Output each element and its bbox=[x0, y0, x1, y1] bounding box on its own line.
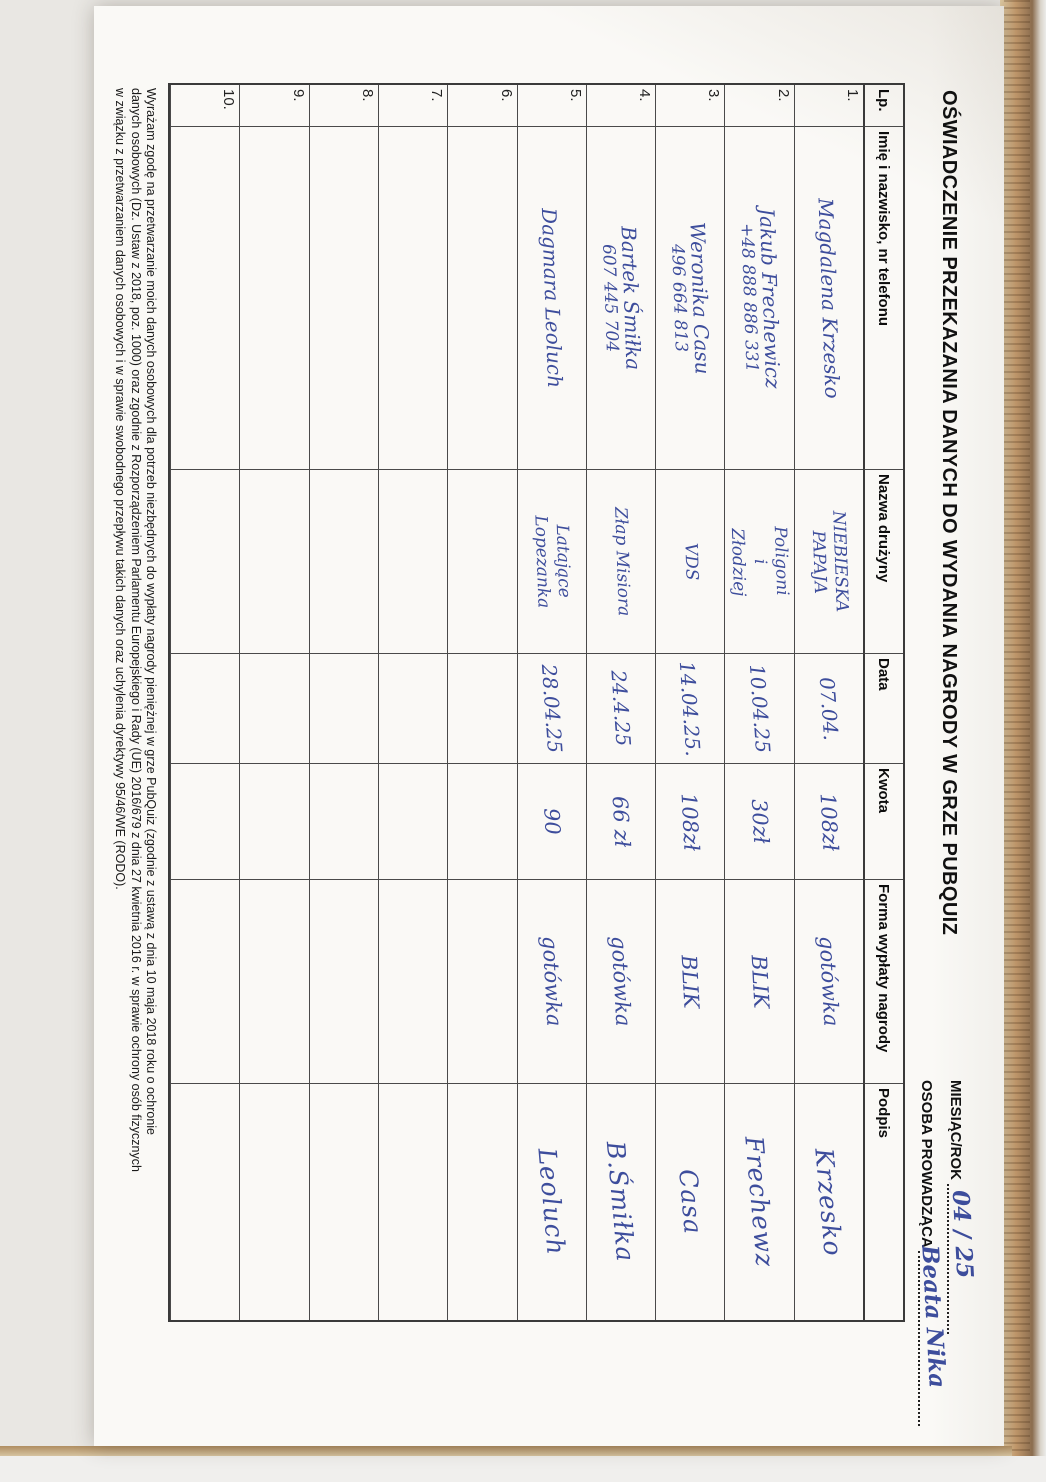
team-cell bbox=[378, 470, 447, 654]
signature-cell bbox=[309, 1084, 378, 1320]
amount-cell bbox=[378, 764, 447, 880]
name-phone-cell bbox=[655, 127, 724, 470]
team-cell bbox=[447, 470, 516, 654]
handwritten-payment-form: gotówka bbox=[814, 935, 844, 1028]
rodo-disclaimer bbox=[112, 88, 158, 1440]
row-number: 7. bbox=[378, 85, 447, 127]
row-number: 4. bbox=[586, 85, 655, 127]
row-number: 9. bbox=[239, 85, 308, 127]
team-cell bbox=[586, 470, 655, 654]
name-phone-cell bbox=[170, 127, 239, 470]
col-header-team: Nazwa drużyny bbox=[863, 470, 903, 654]
month-year-label: MIESIĄC/ROK bbox=[947, 1080, 964, 1181]
date-cell bbox=[586, 654, 655, 764]
handwritten-date: 14.04.25. bbox=[674, 660, 706, 757]
handwritten-date: 28.04.25 bbox=[536, 663, 567, 754]
signature-cell bbox=[170, 1084, 239, 1320]
signature-cell bbox=[724, 1084, 793, 1320]
amount-cell bbox=[517, 764, 586, 880]
name-phone-cell bbox=[309, 127, 378, 470]
signature-cell bbox=[586, 1084, 655, 1320]
row-number: 2. bbox=[724, 85, 793, 127]
name-phone-cell bbox=[586, 127, 655, 470]
row-number: 1. bbox=[794, 85, 863, 127]
amount-cell bbox=[724, 764, 793, 880]
date-cell bbox=[655, 654, 724, 764]
handwritten-name: Jakub Frechewicz bbox=[754, 207, 785, 389]
payment-form-cell bbox=[724, 880, 793, 1084]
disclaimer-line-2: danych osobowych (Dz. Ustaw z 2018, poz. 1000) oraz zgodnie z Rozporządzeniem Parlamentu Europejskiego i Rady (UE) 2016/679 z dnia 27 kwietnia 2016 r. w sprawie ochrony osób fizycznych bbox=[128, 88, 143, 1172]
payment-form-cell bbox=[239, 880, 308, 1084]
handwritten-team: VDS bbox=[680, 542, 702, 581]
handwritten-payment-form: gotówka bbox=[606, 935, 636, 1028]
team-cell bbox=[170, 470, 239, 654]
payment-form-cell bbox=[309, 880, 378, 1084]
handwritten-amount: 108zł bbox=[676, 791, 704, 852]
handwritten-date: 07.04. bbox=[814, 675, 844, 742]
payment-form-cell bbox=[794, 880, 863, 1084]
name-phone-cell bbox=[794, 127, 863, 470]
row-number: 3. bbox=[655, 85, 724, 127]
amount-cell bbox=[655, 764, 724, 880]
date-cell bbox=[517, 654, 586, 764]
name-phone-cell bbox=[724, 127, 793, 470]
signature-cell bbox=[239, 1084, 308, 1320]
handwritten-team: NIEBIESKA PAPAJA bbox=[807, 510, 852, 613]
signature-cell bbox=[517, 1084, 586, 1320]
page-title: OŚWIADCZENIE PRZEKAZANIA DANYCH DO WYDANIA NAGRODY W GRZE PUBQUIZ bbox=[938, 90, 960, 936]
handwritten-name: Magdalena Krzesko bbox=[813, 197, 845, 399]
host-label: OSOBA PROWADZĄCA bbox=[918, 1080, 935, 1248]
handwritten-amount: 90 bbox=[538, 807, 565, 836]
handwritten-payment-form: gotówka bbox=[537, 935, 567, 1028]
payment-form-cell bbox=[586, 880, 655, 1084]
signature-cell bbox=[378, 1084, 447, 1320]
name-phone-cell bbox=[378, 127, 447, 470]
amount-cell bbox=[239, 764, 308, 880]
payment-form-cell bbox=[378, 880, 447, 1084]
date-cell bbox=[724, 654, 793, 764]
amount-cell bbox=[586, 764, 655, 880]
handwritten-team: Poligoni i Złodziej bbox=[727, 525, 793, 597]
row-number: 5. bbox=[517, 85, 586, 127]
signature-cell bbox=[655, 1084, 724, 1320]
handwritten-payment-form: BLIK bbox=[746, 954, 773, 1009]
handwritten-phone: +48 888 886 331 bbox=[735, 222, 762, 374]
team-cell bbox=[239, 470, 308, 654]
handwritten-signature: Casa bbox=[672, 1167, 708, 1237]
payment-form-cell bbox=[655, 880, 724, 1084]
disclaimer-line-3: w związku z przetwarzaniem danych osobowych i w sprawie swobodnego przepływu takich danych oraz uchylenia dyrektywy 95/46/WE (RODO). bbox=[113, 88, 128, 890]
team-cell bbox=[309, 470, 378, 654]
date-cell bbox=[170, 654, 239, 764]
handwritten-amount: 30zł bbox=[746, 798, 773, 845]
date-cell bbox=[309, 654, 378, 764]
col-header-signature: Podpis bbox=[863, 1084, 903, 1320]
prize-declaration-table bbox=[168, 83, 905, 1322]
amount-cell bbox=[170, 764, 239, 880]
payment-form-cell bbox=[517, 880, 586, 1084]
name-phone-cell bbox=[239, 127, 308, 470]
handwritten-amount: 108zł bbox=[815, 791, 843, 852]
declaration-form-page bbox=[94, 6, 1004, 1446]
host-handwritten-value: Beata Nika bbox=[916, 1244, 951, 1389]
handwritten-amount: 66 zł bbox=[607, 795, 635, 848]
desk-page-edge-strip bbox=[1000, 0, 1046, 1482]
handwritten-phone: 607 445 704 bbox=[598, 243, 622, 353]
date-cell bbox=[447, 654, 516, 764]
payment-form-cell bbox=[447, 880, 516, 1084]
col-header-date: Data bbox=[863, 654, 903, 764]
handwritten-phone: 496 664 813 bbox=[667, 243, 692, 353]
amount-cell bbox=[309, 764, 378, 880]
page-edge-ticks bbox=[1004, 0, 1030, 1482]
date-cell bbox=[239, 654, 308, 764]
team-cell bbox=[794, 470, 863, 654]
host-line bbox=[916, 1080, 951, 1430]
desk-surface-bottom bbox=[0, 1456, 1046, 1482]
disclaimer-line-1: Wyrażam zgodę na przetwarzanie moich danych osobowych dla potrzeb niezbędnych do wypłaty nagrody pieniężnej w grze PubQuiz (zgodnie z ustawą z dnia 10 maja 2018 roku o ochronie bbox=[144, 88, 158, 1136]
handwritten-signature: B.Śmiłka bbox=[601, 1140, 641, 1264]
row-number: 6. bbox=[447, 85, 516, 127]
amount-cell bbox=[794, 764, 863, 880]
name-phone-cell bbox=[517, 127, 586, 470]
handwritten-payment-form: BLIK bbox=[676, 954, 704, 1009]
handwritten-date: 10.04.25 bbox=[744, 663, 775, 754]
handwritten-name: Weronika Casu bbox=[685, 221, 715, 375]
handwritten-signature: Krzesko bbox=[809, 1146, 849, 1258]
paper-bottom-edge bbox=[0, 1446, 1012, 1456]
team-cell bbox=[517, 470, 586, 654]
amount-cell bbox=[447, 764, 516, 880]
team-cell bbox=[724, 470, 793, 654]
col-header-payment-form: Forma wypłaty nagrody bbox=[863, 880, 903, 1084]
handwritten-name: Bartek Śmiłka bbox=[616, 225, 646, 371]
team-cell bbox=[655, 470, 724, 654]
handwritten-date: 24.4.25 bbox=[606, 669, 636, 748]
col-header-name-phone: Imię i nazwisko, nr telefonu bbox=[863, 127, 903, 470]
signature-cell bbox=[447, 1084, 516, 1320]
row-number: 10. bbox=[170, 85, 239, 127]
handwritten-signature: Leoluch bbox=[532, 1147, 571, 1257]
handwritten-team: Złap Misiora bbox=[609, 506, 634, 617]
col-header-lp: Lp. bbox=[863, 85, 903, 127]
col-header-amount: Kwota bbox=[863, 764, 903, 880]
handwritten-name: Dagmara Leoluch bbox=[536, 207, 567, 389]
month-year-handwritten-value: 04 / 25 bbox=[946, 1189, 979, 1280]
row-number: 8. bbox=[309, 85, 378, 127]
handwritten-signature: Frechewz bbox=[739, 1135, 780, 1269]
name-phone-cell bbox=[447, 127, 516, 470]
date-cell bbox=[378, 654, 447, 764]
payment-form-cell bbox=[170, 880, 239, 1084]
form-meta bbox=[906, 1080, 979, 1430]
signature-cell bbox=[794, 1084, 863, 1320]
date-cell bbox=[794, 654, 863, 764]
handwritten-team: Latające Lopezanka bbox=[530, 515, 575, 609]
